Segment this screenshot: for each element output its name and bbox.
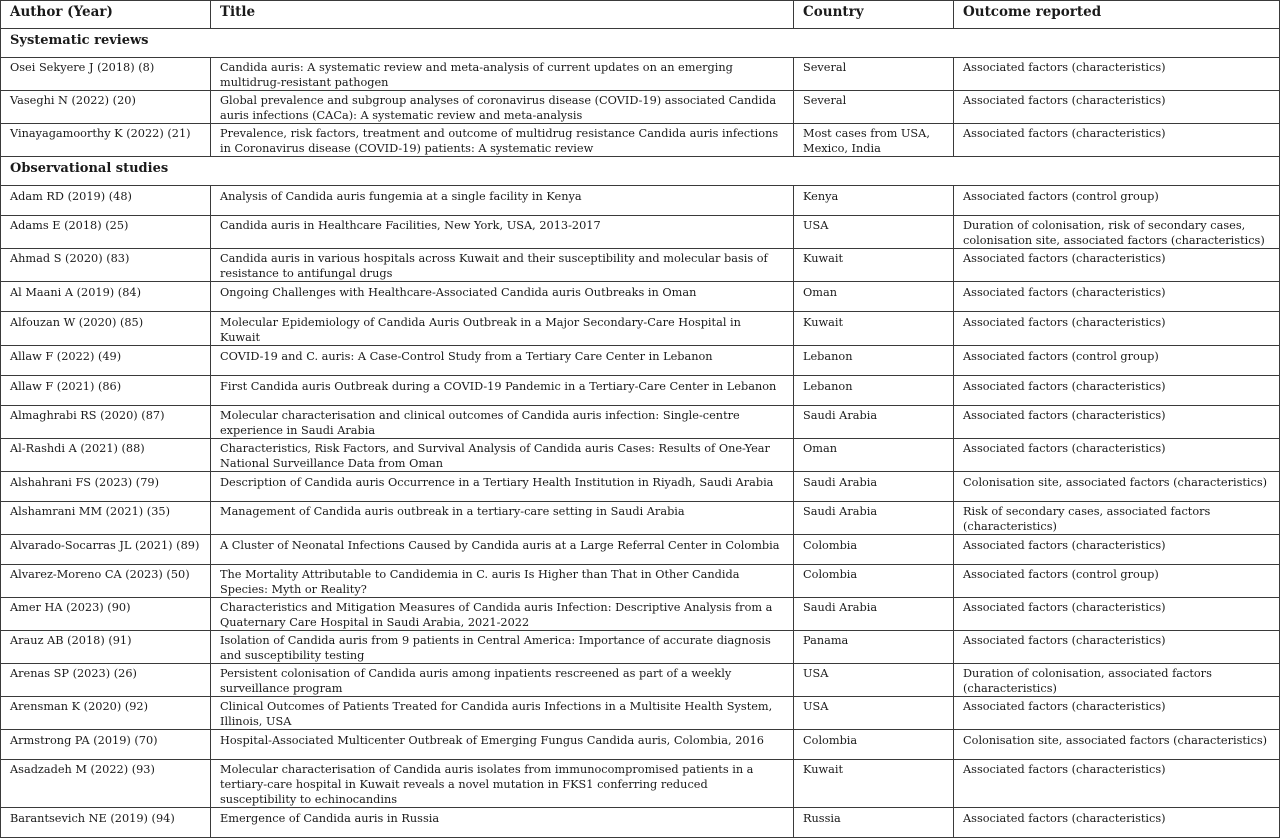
country-cell: USA (794, 664, 954, 697)
country-cell: USA (794, 697, 954, 730)
title-cell: Molecular Epidemiology of Candida Auris Outbreak in a Major Secondary-Care Hospital in Kuwait (211, 312, 794, 346)
header-row (1, 1, 1280, 29)
title-cell: Analysis of Candida auris fungemia at a single facility in Kenya (211, 186, 794, 216)
author-cell: Arenas SP (2023) (26) (1, 664, 211, 697)
author-cell: Alvarez-Moreno CA (2023) (50) (1, 565, 211, 598)
title-cell: Molecular characterisation of Candida auris isolates from immunocompromised patients in a tertiary-care hospital in Kuwait reveals a novel mutation in FKS1 conferring reduced susceptibility to echinocandins (211, 760, 794, 808)
outcome-cell: Associated factors (control group) (954, 186, 1280, 216)
outcome-cell: Colonisation site, associated factors (characteristics) (954, 730, 1280, 760)
author-cell: Ahmad S (2020) (83) (1, 249, 211, 282)
table-row (1, 664, 1280, 697)
title-cell: Emergence of Candida auris in Russia (211, 808, 794, 838)
section-label-observational-studies: Observational studies (1, 157, 1280, 186)
table-row (1, 312, 1280, 346)
country-cell: Saudi Arabia (794, 598, 954, 631)
title-cell: Characteristics and Mitigation Measures of Candida auris Infection: Descriptive Analysis from a Quaternary Care Hospital in Saudi Arabia, 2021-2022 (211, 598, 794, 631)
country-cell: Kenya (794, 186, 954, 216)
title-cell: Clinical Outcomes of Patients Treated for Candida auris Infections in a Multisite Health System, Illinois, USA (211, 697, 794, 730)
table-row (1, 439, 1280, 472)
header-outcome: Outcome reported (954, 1, 1280, 29)
outcome-cell: Associated factors (characteristics) (954, 697, 1280, 730)
table-row (1, 376, 1280, 406)
title-cell: The Mortality Attributable to Candidemia in C. auris Is Higher than That in Other Candida Species: Myth or Reality? (211, 565, 794, 598)
title-cell: Ongoing Challenges with Healthcare-Associated Candida auris Outbreaks in Oman (211, 282, 794, 312)
outcome-cell: Associated factors (characteristics) (954, 760, 1280, 808)
outcome-cell: Associated factors (characteristics) (954, 124, 1280, 157)
header-author: Author (Year) (1, 1, 211, 29)
title-cell: A Cluster of Neonatal Infections Caused by Candida auris at a Large Referral Center in Colombia (211, 535, 794, 565)
table-row (1, 697, 1280, 730)
outcome-cell: Associated factors (characteristics) (954, 439, 1280, 472)
table-row (1, 760, 1280, 808)
title-cell: Isolation of Candida auris from 9 patients in Central America: Importance of accurate diagnosis and susceptibility testing (211, 631, 794, 664)
author-cell: Adam RD (2019) (48) (1, 186, 211, 216)
title-cell: COVID-19 and C. auris: A Case-Control Study from a Tertiary Care Center in Lebanon (211, 346, 794, 376)
section-row (1, 157, 1280, 186)
outcome-cell: Associated factors (characteristics) (954, 808, 1280, 838)
table-row (1, 535, 1280, 565)
author-cell: Alvarado-Socarras JL (2021) (89) (1, 535, 211, 565)
country-cell: Colombia (794, 730, 954, 760)
outcome-cell: Associated factors (characteristics) (954, 249, 1280, 282)
outcome-cell: Associated factors (characteristics) (954, 58, 1280, 91)
author-cell: Barantsevich NE (2019) (94) (1, 808, 211, 838)
outcome-cell: Associated factors (characteristics) (954, 535, 1280, 565)
country-cell: Colombia (794, 535, 954, 565)
title-cell: Hospital-Associated Multicenter Outbreak of Emerging Fungus Candida auris, Colombia, 2016 (211, 730, 794, 760)
outcome-cell: Associated factors (characteristics) (954, 91, 1280, 124)
title-cell: First Candida auris Outbreak during a COVID-19 Pandemic in a Tertiary-Care Center in Lebanon (211, 376, 794, 406)
table-row (1, 406, 1280, 439)
country-cell: Kuwait (794, 249, 954, 282)
outcome-cell: Associated factors (characteristics) (954, 312, 1280, 346)
table-row (1, 91, 1280, 124)
author-cell: Alfouzan W (2020) (85) (1, 312, 211, 346)
outcome-cell: Risk of secondary cases, associated factors (characteristics) (954, 502, 1280, 535)
outcome-cell: Associated factors (characteristics) (954, 598, 1280, 631)
author-cell: Asadzadeh M (2022) (93) (1, 760, 211, 808)
table-row (1, 808, 1280, 838)
outcome-cell: Colonisation site, associated factors (characteristics) (954, 472, 1280, 502)
country-cell: Lebanon (794, 346, 954, 376)
title-cell: Characteristics, Risk Factors, and Survival Analysis of Candida auris Cases: Results of One-Year National Surveillance Data from Oman (211, 439, 794, 472)
author-cell: Arauz AB (2018) (91) (1, 631, 211, 664)
table-row (1, 565, 1280, 598)
outcome-cell: Associated factors (characteristics) (954, 282, 1280, 312)
title-cell: Candida auris in Healthcare Facilities, New York, USA, 2013-2017 (211, 216, 794, 249)
table-row (1, 249, 1280, 282)
title-cell: Candida auris: A systematic review and meta-analysis of current updates on an emerging multidrug-resistant pathogen (211, 58, 794, 91)
country-cell: Panama (794, 631, 954, 664)
outcome-cell: Duration of colonisation, associated factors (characteristics) (954, 664, 1280, 697)
outcome-cell: Associated factors (characteristics) (954, 406, 1280, 439)
title-cell: Persistent colonisation of Candida auris among inpatients rescreened as part of a weekly surveillance program (211, 664, 794, 697)
author-cell: Vinayagamoorthy K (2022) (21) (1, 124, 211, 157)
table-row (1, 186, 1280, 216)
country-cell: Saudi Arabia (794, 406, 954, 439)
country-cell: Most cases from USA, Mexico, India (794, 124, 954, 157)
title-cell: Global prevalence and subgroup analyses of coronavirus disease (COVID-19) associated Candida auris infections (CACa): A systematic review and meta-analysis (211, 91, 794, 124)
table-row (1, 346, 1280, 376)
table-row (1, 472, 1280, 502)
country-cell: Russia (794, 808, 954, 838)
author-cell: Al-Rashdi A (2021) (88) (1, 439, 211, 472)
title-cell: Management of Candida auris outbreak in a tertiary-care setting in Saudi Arabia (211, 502, 794, 535)
country-cell: Oman (794, 439, 954, 472)
author-cell: Allaw F (2021) (86) (1, 376, 211, 406)
header-country: Country (794, 1, 954, 29)
author-cell: Osei Sekyere J (2018) (8) (1, 58, 211, 91)
title-cell: Prevalence, risk factors, treatment and outcome of multidrug resistance Candida auris infections in Coronavirus disease (COVID-19) patients: A systematic review (211, 124, 794, 157)
country-cell: Kuwait (794, 760, 954, 808)
section-row (1, 29, 1280, 58)
author-cell: Alshamrani MM (2021) (35) (1, 502, 211, 535)
country-cell: Kuwait (794, 312, 954, 346)
country-cell: USA (794, 216, 954, 249)
outcome-cell: Duration of colonisation, risk of secondary cases, colonisation site, associated factors (characteristics) (954, 216, 1280, 249)
country-cell: Lebanon (794, 376, 954, 406)
author-cell: Vaseghi N (2022) (20) (1, 91, 211, 124)
title-cell: Candida auris in various hospitals across Kuwait and their susceptibility and molecular basis of resistance to antifungal drugs (211, 249, 794, 282)
author-cell: Arensman K (2020) (92) (1, 697, 211, 730)
title-cell: Description of Candida auris Occurrence in a Tertiary Health Institution in Riyadh, Saudi Arabia (211, 472, 794, 502)
country-cell: Colombia (794, 565, 954, 598)
country-cell: Saudi Arabia (794, 472, 954, 502)
author-cell: Adams E (2018) (25) (1, 216, 211, 249)
table-row (1, 502, 1280, 535)
author-cell: Almaghrabi RS (2020) (87) (1, 406, 211, 439)
author-cell: Al Maani A (2019) (84) (1, 282, 211, 312)
title-cell: Molecular characterisation and clinical outcomes of Candida auris infection: Single-centre experience in Saudi Arabia (211, 406, 794, 439)
outcome-cell: Associated factors (control group) (954, 346, 1280, 376)
table-row (1, 216, 1280, 249)
author-cell: Allaw F (2022) (49) (1, 346, 211, 376)
country-cell: Several (794, 58, 954, 91)
author-cell: Armstrong PA (2019) (70) (1, 730, 211, 760)
author-cell: Alshahrani FS (2023) (79) (1, 472, 211, 502)
table-row (1, 124, 1280, 157)
table-row (1, 730, 1280, 760)
outcome-cell: Associated factors (characteristics) (954, 631, 1280, 664)
table-row (1, 282, 1280, 312)
table-row (1, 58, 1280, 91)
country-cell: Oman (794, 282, 954, 312)
header-title: Title (211, 1, 794, 29)
table-row (1, 598, 1280, 631)
author-cell: Amer HA (2023) (90) (1, 598, 211, 631)
outcome-cell: Associated factors (control group) (954, 565, 1280, 598)
table-row (1, 631, 1280, 664)
outcome-cell: Associated factors (characteristics) (954, 376, 1280, 406)
section-label-systematic-reviews: Systematic reviews (1, 29, 1280, 58)
country-cell: Several (794, 91, 954, 124)
country-cell: Saudi Arabia (794, 502, 954, 535)
